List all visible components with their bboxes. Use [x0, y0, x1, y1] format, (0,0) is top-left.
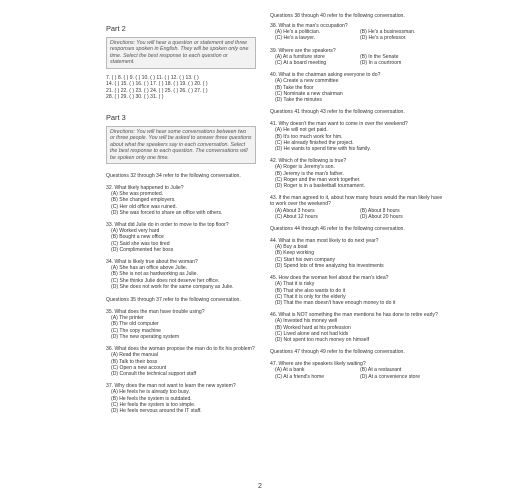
- question-45: [270, 275, 445, 306]
- answer-option[interactable]: (B) Bought a new office: [111, 234, 164, 241]
- part2-directions-box: [106, 37, 256, 69]
- question-38: [270, 23, 445, 42]
- question-33: [106, 222, 256, 253]
- question-stem: 47. Where are the speakers likely waiting?: [270, 361, 366, 368]
- answer-option[interactable]: (C) He's a lawyer.: [275, 35, 316, 42]
- question-stem: 41. Why doesn't the man want to come in over the weekend?: [270, 121, 408, 128]
- part3-directions-box: [106, 126, 256, 164]
- question-41: [270, 121, 445, 152]
- answer-option[interactable]: (D) The new operating system: [111, 333, 180, 340]
- answer-option[interactable]: (B) It's too much work for him.: [275, 133, 343, 140]
- question-stem: 32. What likely happened to Julie?: [106, 185, 184, 192]
- answer-option[interactable]: (A) At a bank: [275, 367, 305, 374]
- answer-option[interactable]: (B) Take the floor: [275, 84, 314, 91]
- question-stem: 38. What is the man's occupation?: [270, 23, 348, 29]
- question-stem: 33. What did Julie do in order to move to the top floor?: [106, 222, 229, 229]
- answer-option[interactable]: (B) Jeremy is the man's father.: [275, 170, 344, 177]
- answer-row: 21. ( ) 22. ( ) 23. ( ) 24. ( ) 25. ( ) 26. ( ) 27. ( ): [106, 87, 208, 94]
- answer-option[interactable]: (A) Create a new committee: [275, 78, 339, 85]
- question-set-intro: Questions 47 through 49 refer to the following conversation.: [270, 349, 405, 356]
- answer-option[interactable]: (C) Lived alone and not had kids: [275, 330, 349, 337]
- answer-option[interactable]: (B) The old computer: [111, 321, 159, 328]
- question-set-intro: Questions 41 through 43 refer to the following conversation.: [270, 109, 405, 116]
- question-stem: 43. If the man agreed to it, about how many hours would the man likely have to work over the weekend?: [270, 195, 443, 208]
- answer-option[interactable]: (A) Buy a boat: [275, 244, 308, 251]
- question-set-intro: Questions 32 through 34 refer to the following conversation.: [106, 173, 241, 180]
- answer-option[interactable]: (C) Start his own company: [275, 256, 336, 263]
- answer-option[interactable]: (B) Worked hard at his profession: [275, 324, 351, 331]
- answer-option[interactable]: (C) He already finished the project.: [275, 139, 354, 146]
- answer-row: 14. ( ) 15. ( ) 16. ( ) 17. ( ) 18. ( ) 19. ( ) 20. ( ): [106, 81, 208, 88]
- answer-option[interactable]: (A) Roger is Jeremy's son.: [275, 164, 335, 171]
- part2-title: Part 2: [106, 24, 126, 33]
- question-stem: 35. What does the man have trouble using?: [106, 309, 205, 316]
- answer-option[interactable]: (B) He feels the system is outdated.: [111, 395, 192, 402]
- answer-option[interactable]: (D) That the man doesn't have enough money to do it: [275, 299, 396, 306]
- question-stem: 42. Which of the following is true?: [270, 158, 347, 165]
- answer-option[interactable]: (B) She changed employers.: [111, 197, 176, 204]
- question-40: [270, 72, 445, 103]
- answer-option[interactable]: (B) Keep working: [275, 250, 315, 257]
- answer-option[interactable]: (D) She does not work for the same company as Julie.: [111, 283, 234, 290]
- question-35: [106, 309, 256, 340]
- question-47: [270, 361, 445, 380]
- answer-row: 7. ( ) 8. ( ) 9. ( ) 10. ( ) 11. ( ) 12. ( ) 13. ( ): [106, 74, 199, 81]
- answer-option[interactable]: (D) Spend lots of time analyzing his investments: [275, 262, 384, 269]
- question-stem: 36. What does the woman propose the man do to fix his problem?: [106, 346, 255, 353]
- page-number: 2: [258, 483, 262, 490]
- answer-option[interactable]: (C) That it is only for the elderly: [275, 293, 346, 300]
- question-37: [106, 383, 256, 414]
- question-36: [106, 346, 256, 377]
- question-stem: 34. What is likely true about the woman?: [106, 259, 198, 266]
- answer-option[interactable]: (A) He will not get paid.: [275, 127, 328, 134]
- question-set-intro: Questions 38 through 40 refer to the following conversation.: [270, 13, 405, 19]
- answer-option[interactable]: (B) About 8 hours: [360, 207, 400, 214]
- part3-title: Part 3: [106, 113, 126, 122]
- answer-option[interactable]: (D) In a courtroom: [360, 60, 402, 67]
- answer-option[interactable]: (C) Open a new account: [111, 364, 167, 371]
- answer-option[interactable]: (D) At a convenience store: [360, 373, 421, 380]
- answer-option[interactable]: (B) Talk to their boss: [111, 358, 158, 365]
- answer-option[interactable]: (A) She has an office above Julie.: [111, 265, 188, 272]
- question-46: [270, 312, 445, 343]
- right-column: [270, 0, 445, 380]
- answer-option[interactable]: (C) The copy machine: [111, 327, 162, 334]
- answer-option[interactable]: (A) Invested his money well: [275, 318, 338, 325]
- part3-directions: Directions: You will hear some conversations between two or three people. You will be asked to answer three questions about what the speakers say in each conversation. Select the best response to each question. The conversations will be spoken only one time.: [110, 129, 252, 161]
- question-43: [270, 195, 445, 220]
- question-34: [106, 259, 256, 290]
- answer-option[interactable]: (A) He's a politician.: [275, 29, 321, 36]
- answer-option[interactable]: (C) Her old office was ruined.: [111, 203, 177, 210]
- answer-option[interactable]: (D) Take the minutes: [275, 97, 322, 104]
- answer-option[interactable]: (C) At a board meeting: [275, 60, 327, 67]
- answer-option[interactable]: (B) He's a businessman.: [360, 29, 416, 36]
- left-column: [106, 0, 256, 414]
- answer-option[interactable]: (A) Read the manual: [111, 352, 159, 359]
- question-stem: 46. What is NOT something the man mentions he has done to retire early?: [270, 312, 438, 319]
- answer-option[interactable]: (D) He's a professor.: [360, 35, 407, 42]
- question-stem: 39. Where are the speakers?: [270, 47, 336, 54]
- answer-option[interactable]: (C) At a friend's home: [275, 373, 325, 380]
- question-stem: 45. How does the woman feel about the man's idea?: [270, 275, 389, 282]
- question-32: [106, 185, 256, 216]
- part2-directions: Directions: You will hear a question or statement and three responses spoken in English. They will be spoken only one time. Select the best response to each question or statement.: [110, 40, 249, 66]
- question-39: [270, 48, 445, 67]
- answer-option[interactable]: (D) Consult the technical support staff: [111, 370, 197, 377]
- question-42: [270, 158, 445, 189]
- answer-row: 28. ( ) 29. ( ) 30. ( ) 31. ( ): [106, 94, 164, 101]
- answer-option[interactable]: (A) He feels he is already too busy.: [111, 389, 190, 396]
- answer-option[interactable]: (A) At a furniture store: [275, 53, 325, 60]
- question-set-intro: Questions 35 through 37 refer to the following conversation.: [106, 297, 241, 304]
- answer-option[interactable]: (A) The printer: [111, 315, 144, 322]
- answer-option[interactable]: (A) About 3 hours: [275, 207, 315, 214]
- answer-option[interactable]: (D) He feels nervous around the IT staff.: [111, 407, 202, 414]
- answer-option[interactable]: (C) Roger and the man work together.: [275, 176, 361, 183]
- answer-option[interactable]: (B) At a restaurant: [360, 367, 402, 374]
- answer-option[interactable]: (A) She was promoted.: [111, 191, 164, 198]
- question-stem: 37. Why does the man not want to learn the new system?: [106, 383, 236, 390]
- answer-option[interactable]: (D) Not spent too much money on himself: [275, 336, 369, 343]
- answer-option[interactable]: (C) About 12 hours: [275, 213, 318, 220]
- answer-option[interactable]: (C) Said she was too tired: [111, 240, 170, 247]
- answer-option[interactable]: (D) About 20 hours: [360, 213, 403, 220]
- answer-option[interactable]: (A) Worked very hard: [111, 228, 160, 235]
- answer-option[interactable]: (D) She was forced to share an office with others.: [111, 209, 223, 216]
- answer-option[interactable]: (A) That it is risky: [275, 281, 315, 288]
- answer-grid: [106, 75, 256, 101]
- question-stem: 44. What is the man most likely to do next year?: [270, 238, 379, 245]
- answer-option[interactable]: (B) In the Senate: [360, 53, 399, 60]
- answer-option[interactable]: (D) He wants to spend time with his family.: [275, 146, 371, 153]
- answer-option[interactable]: (C) Nominate a new chairman: [275, 90, 343, 97]
- answer-option[interactable]: (D) Roger is in a basketball tournament.: [275, 183, 366, 190]
- answer-option[interactable]: (C) She thinks Julie does not deserve her office.: [111, 277, 220, 284]
- answer-option[interactable]: (C) He feels the system is too simple.: [111, 401, 196, 408]
- question-set-intro: Questions 44 through 46 refer to the following conversation.: [270, 226, 405, 233]
- answer-option[interactable]: (B) She is not as hardworking as Julie.: [111, 271, 198, 278]
- question-stem: 40. What is the chairman asking everyone to do?: [270, 72, 381, 79]
- question-44: [270, 238, 445, 269]
- answer-option[interactable]: (B) That she also wants to do it: [275, 287, 346, 294]
- answer-option[interactable]: (D) Complimented her boss: [111, 246, 174, 253]
